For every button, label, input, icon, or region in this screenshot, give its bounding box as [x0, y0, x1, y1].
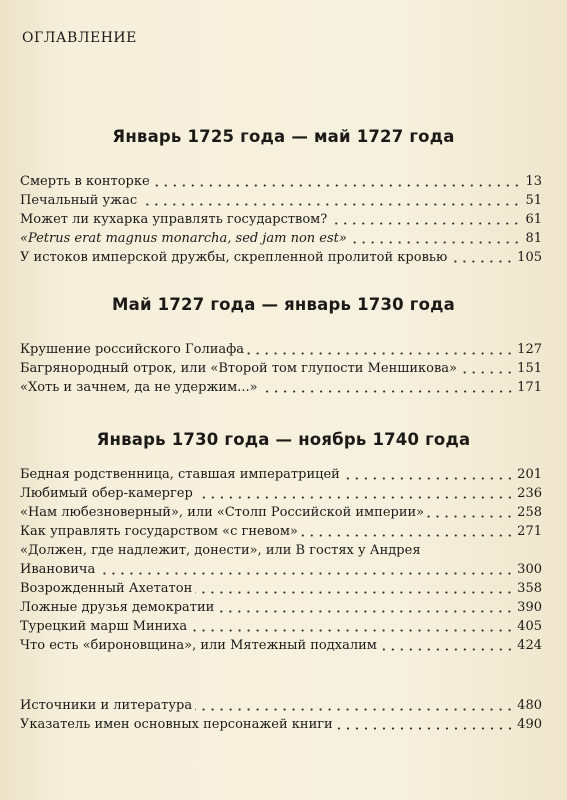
entry-title: Что есть «бироновщина», или Мятежный подхалим — [20, 638, 377, 653]
entry-title: Печальный ужас — [20, 193, 138, 208]
section-3-entries — [20, 465, 542, 655]
toc-entry[interactable] — [20, 465, 542, 484]
entry-page-number: 424 — [517, 638, 542, 653]
entry-title: Источники и литература — [20, 698, 193, 713]
entry-title: «Нам любезноверный», или «Столп Российской империи» — [20, 505, 425, 520]
entry-page-number: 358 — [517, 581, 542, 596]
entry-page-number: 171 — [517, 380, 542, 395]
dot-leader — [450, 260, 514, 263]
dot-leader — [195, 708, 514, 711]
section-1-entries — [20, 172, 542, 267]
entry-page-number: 151 — [517, 361, 542, 376]
dot-leader — [140, 203, 521, 206]
page-title: ОГЛАВЛЕНИЕ — [22, 30, 137, 46]
entry-title: Смерть в конторке — [20, 174, 150, 189]
entry-page-number: 81 — [525, 231, 542, 246]
entry-page-number: 61 — [525, 212, 542, 227]
entry-page-number: 127 — [517, 342, 542, 357]
entry-page-number: 201 — [517, 467, 542, 482]
entry-page-number: 390 — [517, 600, 542, 615]
toc-entry[interactable] — [20, 541, 542, 579]
entry-page-number: 271 — [517, 524, 542, 539]
section-2-entries — [20, 340, 542, 397]
dot-leader — [301, 534, 514, 537]
dot-leader — [98, 572, 514, 575]
dot-leader — [336, 727, 514, 730]
dot-leader — [460, 371, 514, 374]
dot-leader — [427, 515, 514, 518]
entry-title-line-2: Ивановича — [20, 562, 96, 577]
entry-title: Возрожденный Ахетатон — [20, 581, 193, 596]
section-title-2: Май 1727 года — январь 1730 года — [112, 295, 455, 314]
dot-leader — [261, 390, 515, 393]
entry-title: Турецкий марш Миниха — [20, 619, 188, 634]
entry-title: «Хоть и зачнем, да не удержим...» — [20, 380, 258, 395]
dot-leader — [247, 352, 514, 355]
entry-page-number: 105 — [517, 250, 542, 265]
entry-title: Крушение российского Голиафа — [20, 342, 245, 357]
toc-entry[interactable] — [20, 359, 542, 378]
entry-page-number: 490 — [517, 717, 542, 732]
entry-page-number: 236 — [517, 486, 542, 501]
entry-page-number: 300 — [517, 562, 542, 577]
dot-leader — [190, 629, 514, 632]
entry-title: У истоков имперской дружбы, скрепленной пролитой кровью — [20, 250, 448, 265]
entry-title: Указатель имен основных персонажей книги — [20, 717, 333, 732]
entry-title: Багрянородный отрок, или «Второй том глупости Меншикова» — [20, 361, 457, 376]
entry-page-number: 480 — [517, 698, 542, 713]
toc-entry[interactable] — [20, 598, 542, 617]
toc-entry[interactable] — [20, 617, 542, 636]
dot-leader — [343, 477, 514, 480]
toc-entry[interactable] — [20, 484, 542, 503]
dot-leader — [217, 610, 514, 613]
section-title-3: Январь 1730 года — ноябрь 1740 года — [96, 430, 471, 449]
entry-title: Может ли кухарка управлять государством? — [20, 212, 328, 227]
toc-entry[interactable] — [20, 340, 542, 359]
entry-page-number: 258 — [517, 505, 542, 520]
toc-entry[interactable] — [20, 636, 542, 655]
toc-entry[interactable] — [20, 696, 542, 715]
dot-leader — [380, 648, 514, 651]
entry-title: Любимый обер-камергер — [20, 486, 193, 501]
toc-entry[interactable] — [20, 191, 542, 210]
toc-entry[interactable] — [20, 579, 542, 598]
entry-title: «Должен, где надлежит, донести», или В гостях у Андрея — [20, 543, 421, 558]
dot-leader — [350, 241, 521, 244]
entry-page-number: 405 — [517, 619, 542, 634]
toc-entry[interactable] — [20, 172, 542, 191]
toc-entry[interactable] — [20, 378, 542, 397]
entry-page-number: 13 — [525, 174, 542, 189]
entry-title: Как управлять государством «с гневом» — [20, 524, 298, 539]
section-title-1: Январь 1725 года — май 1727 года — [112, 127, 455, 146]
toc-entry[interactable] — [20, 210, 542, 229]
dot-leader — [196, 496, 514, 499]
toc-entry[interactable] — [20, 503, 542, 522]
entry-page-number: 51 — [525, 193, 542, 208]
toc-entry[interactable] — [20, 229, 542, 248]
entry-title: Ложные друзья демократии — [20, 600, 215, 615]
toc-entry[interactable] — [20, 715, 542, 734]
appendix-entries — [20, 696, 542, 734]
dot-leader — [330, 222, 521, 225]
toc-entry[interactable] — [20, 522, 542, 541]
entry-title: «Petrus erat magnus monarcha, sed jam non est» — [20, 231, 347, 246]
dot-leader — [153, 184, 521, 187]
entry-title: Бедная родственница, ставшая императрицей — [20, 467, 340, 482]
toc-entry[interactable] — [20, 248, 542, 267]
entry-title-continuation — [20, 560, 542, 579]
dot-leader — [195, 591, 514, 594]
